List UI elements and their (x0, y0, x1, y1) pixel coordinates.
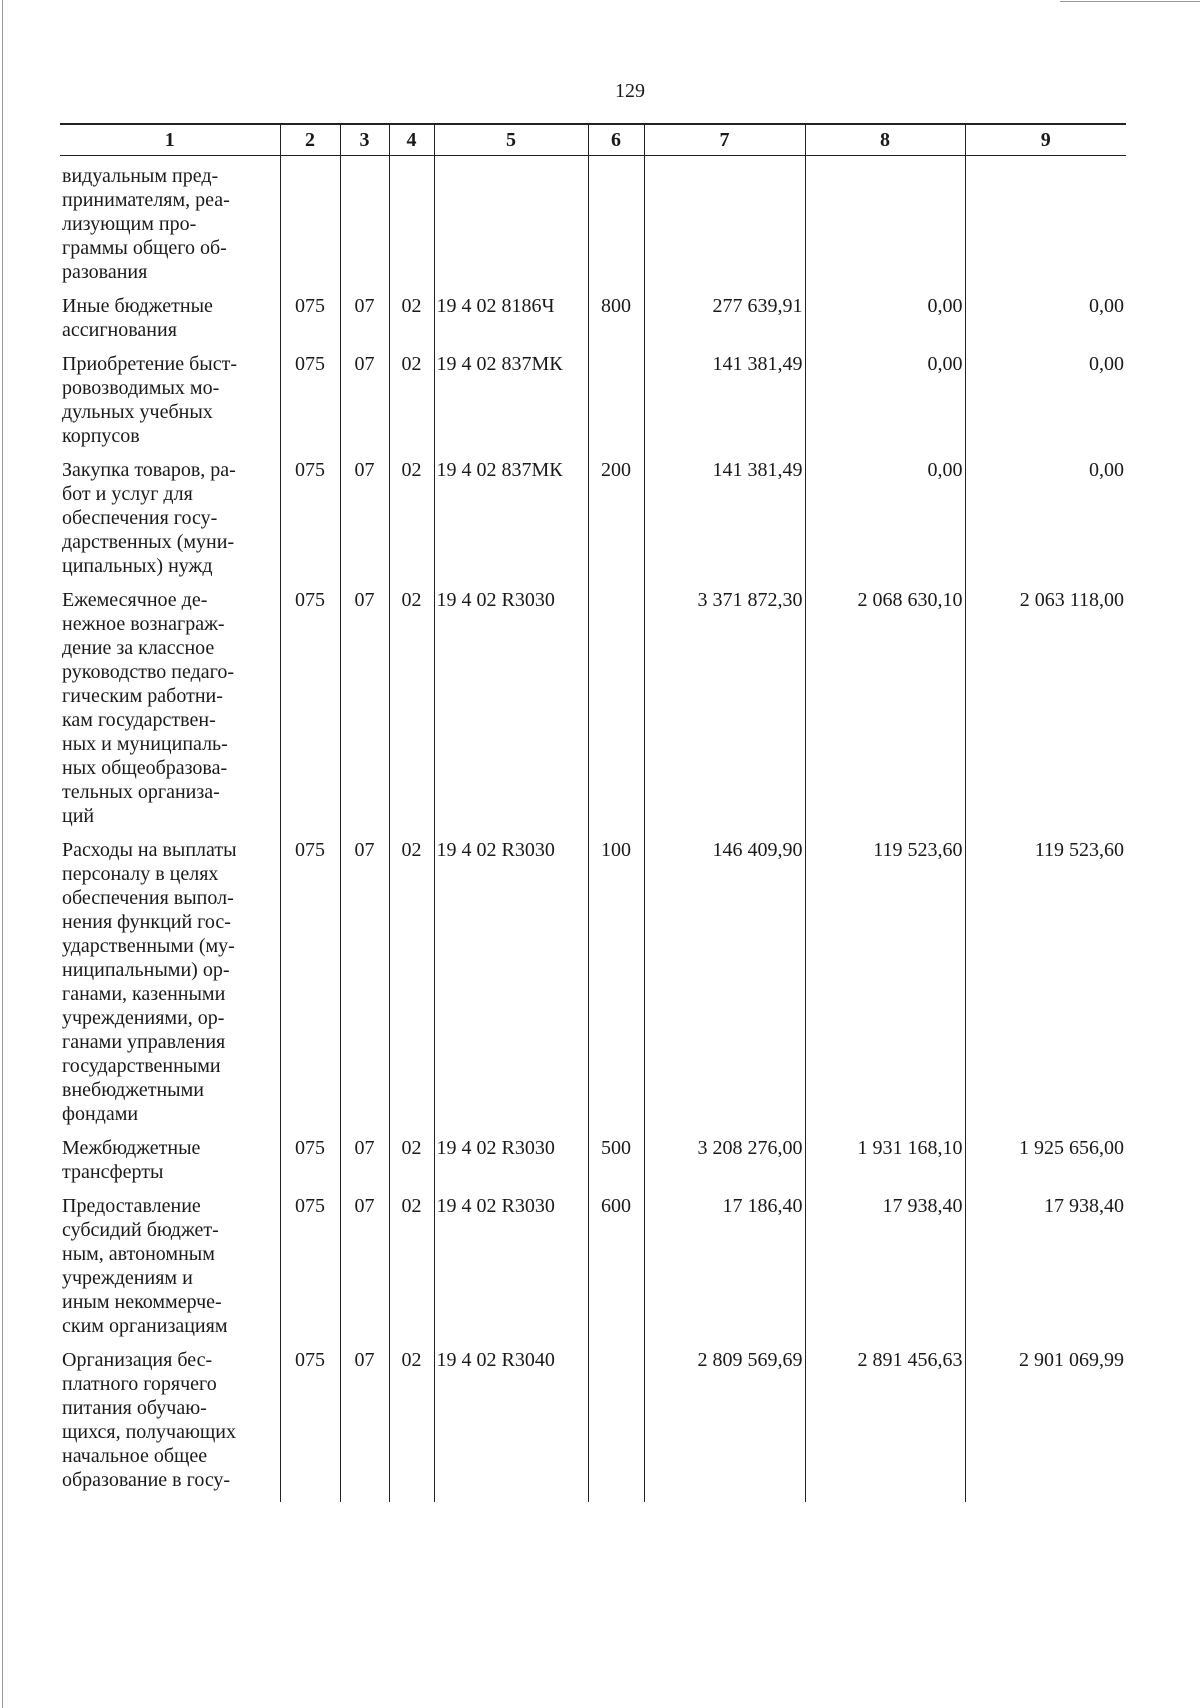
table-row (60, 294, 1126, 352)
item-name-line: корпусов (62, 425, 140, 447)
item-name-line: Организация бес- (62, 1349, 213, 1371)
table-row (60, 156, 1126, 295)
item-name-line: трансферты (62, 1161, 164, 1183)
amount-col9-cell: 0,00 (965, 352, 1126, 458)
target-article-cell: 19 4 02 R3030 (434, 1194, 588, 1348)
item-name-line: платного горячего (62, 1373, 217, 1395)
subsection-code-cell (389, 156, 434, 295)
target-article-cell: 19 4 02 R3030 (434, 588, 588, 838)
item-name-line: ганами, казенными (62, 983, 226, 1005)
subsection-code-cell: 02 (389, 294, 434, 352)
column-header-2: 2 (280, 124, 340, 156)
item-name-cell (60, 1348, 280, 1502)
subsection-code-cell: 02 (389, 458, 434, 588)
amount-col8-cell: 119 523,60 (805, 838, 965, 1136)
amount-col7-cell: 3 371 872,30 (644, 588, 805, 838)
item-name-line: обеспечения выпол- (62, 887, 234, 909)
amount-col7-cell: 277 639,91 (644, 294, 805, 352)
item-name-cell (60, 588, 280, 838)
item-name-line: учреждениями, ор- (62, 1007, 225, 1029)
item-name-line: образование в госу- (62, 1469, 231, 1491)
item-name-line: ций (62, 805, 95, 827)
amount-col8-cell: 17 938,40 (805, 1194, 965, 1348)
section-code-cell: 07 (340, 1194, 389, 1348)
subsection-code-cell: 02 (389, 1348, 434, 1502)
expense-type-cell (588, 156, 644, 295)
amount-col9-cell: 2 901 069,99 (965, 1348, 1126, 1502)
item-name-line: внебюджетными (62, 1079, 204, 1101)
ministry-code-cell: 075 (280, 458, 340, 588)
item-name-line: начальное общее (62, 1445, 208, 1467)
column-header-9: 9 (965, 124, 1126, 156)
section-code-cell: 07 (340, 588, 389, 838)
amount-col9-cell: 119 523,60 (965, 838, 1126, 1136)
amount-col7-cell: 3 208 276,00 (644, 1136, 805, 1194)
item-name-line: Межбюджетные (62, 1137, 201, 1159)
item-name-line: ударственными (му- (62, 935, 235, 957)
item-name-line: ным, автономным (62, 1243, 215, 1265)
table-body (60, 156, 1126, 1503)
item-name-line: иным некоммерче- (62, 1291, 222, 1313)
item-name-line: Приобретение быст- (62, 353, 237, 375)
item-name-line: ским организациям (62, 1315, 228, 1337)
scan-edge-left (2, 0, 3, 1708)
ministry-code-cell: 075 (280, 838, 340, 1136)
amount-col9-cell: 1 925 656,00 (965, 1136, 1126, 1194)
column-header-7: 7 (644, 124, 805, 156)
item-name-line: ровозводимых мо- (62, 377, 220, 399)
table-row (60, 1194, 1126, 1348)
item-name-line: ных общеобразова- (62, 757, 228, 779)
item-name-line: учреждениям и (62, 1267, 193, 1289)
section-code-cell: 07 (340, 458, 389, 588)
item-name-cell (60, 1194, 280, 1348)
table-row (60, 1136, 1126, 1194)
amount-col8-cell: 2 068 630,10 (805, 588, 965, 838)
section-code-cell: 07 (340, 1348, 389, 1502)
amount-col9-cell: 0,00 (965, 294, 1126, 352)
item-name-line: ганами управления (62, 1031, 226, 1053)
ministry-code-cell: 075 (280, 1136, 340, 1194)
subsection-code-cell: 02 (389, 352, 434, 458)
item-name-line: Расходы на выплаты (62, 839, 237, 861)
expense-type-cell: 800 (588, 294, 644, 352)
subsection-code-cell: 02 (389, 838, 434, 1136)
item-name-line: дульных учебных (62, 401, 213, 423)
expense-type-cell: 200 (588, 458, 644, 588)
ministry-code-cell: 075 (280, 294, 340, 352)
section-code-cell: 07 (340, 352, 389, 458)
amount-col7-cell (644, 156, 805, 295)
target-article-cell: 19 4 02 R3040 (434, 1348, 588, 1502)
section-code-cell: 07 (340, 294, 389, 352)
expense-type-cell: 100 (588, 838, 644, 1136)
table-row (60, 352, 1126, 458)
ministry-code-cell: 075 (280, 1194, 340, 1348)
item-name-line: Иные бюджетные (62, 295, 213, 317)
amount-col8-cell: 0,00 (805, 352, 965, 458)
target-article-cell: 19 4 02 8186Ч (434, 294, 588, 352)
item-name-line: ниципальными) ор- (62, 959, 230, 981)
ministry-code-cell: 075 (280, 1348, 340, 1502)
amount-col9-cell: 2 063 118,00 (965, 588, 1126, 838)
item-name-cell (60, 294, 280, 352)
amount-col7-cell: 17 186,40 (644, 1194, 805, 1348)
column-header-4: 4 (389, 124, 434, 156)
amount-col8-cell: 0,00 (805, 458, 965, 588)
ministry-code-cell: 075 (280, 588, 340, 838)
item-name-line: Закупка товаров, ра- (62, 459, 236, 481)
subsection-code-cell: 02 (389, 588, 434, 838)
item-name-line: разования (62, 261, 148, 283)
table-row (60, 588, 1126, 838)
item-name-line: питания обучаю- (62, 1397, 207, 1419)
item-name-line: видуальным пред- (62, 165, 219, 187)
item-name-line: нежное вознаграж- (62, 613, 225, 635)
item-name-line: тельных организа- (62, 781, 220, 803)
item-name-line: ципальных) нужд (62, 555, 213, 577)
item-name-line: дарственных (муни- (62, 531, 235, 553)
item-name-line: субсидий бюджет- (62, 1219, 219, 1241)
item-name-line: бот и услуг для (62, 483, 193, 505)
item-name-line: кам государствен- (62, 709, 216, 731)
table-header-row (60, 124, 1126, 156)
item-name-line: гическим работни- (62, 685, 223, 707)
target-article-cell: 19 4 02 R3030 (434, 838, 588, 1136)
table-row (60, 458, 1126, 588)
amount-col9-cell (965, 156, 1126, 295)
expense-type-cell (588, 588, 644, 838)
item-name-cell (60, 1136, 280, 1194)
target-article-cell: 19 4 02 837МК (434, 458, 588, 588)
column-header-8: 8 (805, 124, 965, 156)
item-name-line: нения функций гос- (62, 911, 231, 933)
amount-col7-cell: 141 381,49 (644, 352, 805, 458)
expense-type-cell: 500 (588, 1136, 644, 1194)
item-name-cell (60, 458, 280, 588)
expense-type-cell: 600 (588, 1194, 644, 1348)
item-name-line: лизующим про- (62, 213, 197, 235)
amount-col9-cell: 0,00 (965, 458, 1126, 588)
item-name-line: ных и муниципаль- (62, 733, 228, 755)
amount-col7-cell: 141 381,49 (644, 458, 805, 588)
item-name-line: руководство педаго- (62, 661, 235, 683)
amount-col8-cell (805, 156, 965, 295)
item-name-line: государственными (62, 1055, 221, 1077)
item-name-line: граммы общего об- (62, 237, 227, 259)
section-code-cell: 07 (340, 1136, 389, 1194)
item-name-line: Предоставление (62, 1195, 201, 1217)
amount-col8-cell: 0,00 (805, 294, 965, 352)
item-name-cell (60, 838, 280, 1136)
expense-type-cell (588, 352, 644, 458)
item-name-line: щихся, получающих (62, 1421, 237, 1443)
column-header-5: 5 (434, 124, 588, 156)
ministry-code-cell (280, 156, 340, 295)
target-article-cell (434, 156, 588, 295)
column-header-1: 1 (60, 124, 280, 156)
section-code-cell (340, 156, 389, 295)
ministry-code-cell: 075 (280, 352, 340, 458)
table-row (60, 1348, 1126, 1502)
item-name-cell (60, 352, 280, 458)
amount-col8-cell: 2 891 456,63 (805, 1348, 965, 1502)
budget-table (60, 123, 1126, 1502)
column-header-6: 6 (588, 124, 644, 156)
amount-col8-cell: 1 931 168,10 (805, 1136, 965, 1194)
subsection-code-cell: 02 (389, 1194, 434, 1348)
item-name-line: дение за классное (62, 637, 215, 659)
amount-col9-cell: 17 938,40 (965, 1194, 1126, 1348)
item-name-cell (60, 156, 280, 295)
expense-type-cell (588, 1348, 644, 1502)
target-article-cell: 19 4 02 R3030 (434, 1136, 588, 1194)
item-name-line: принимателям, реа- (62, 189, 230, 211)
column-header-3: 3 (340, 124, 389, 156)
item-name-line: персоналу в целях (62, 863, 219, 885)
item-name-line: обеспечения госу- (62, 507, 218, 529)
scan-edge-top (1060, 1, 1200, 2)
target-article-cell: 19 4 02 837МК (434, 352, 588, 458)
amount-col7-cell: 2 809 569,69 (644, 1348, 805, 1502)
section-code-cell: 07 (340, 838, 389, 1136)
item-name-line: Ежемесячное де- (62, 589, 208, 611)
item-name-line: фондами (62, 1103, 139, 1125)
item-name-line: ассигнования (62, 319, 177, 341)
amount-col7-cell: 146 409,90 (644, 838, 805, 1136)
page-number: 129 (615, 80, 645, 102)
subsection-code-cell: 02 (389, 1136, 434, 1194)
table-row (60, 838, 1126, 1136)
